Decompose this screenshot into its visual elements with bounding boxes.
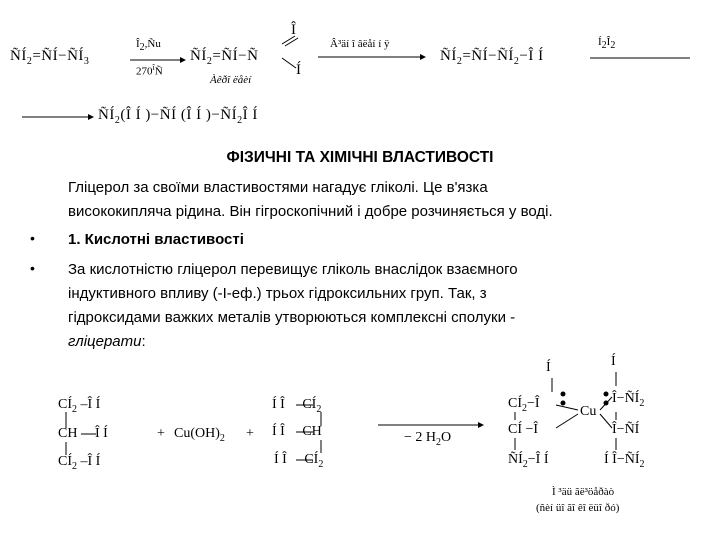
complex-bond-cu2 [556,414,578,428]
intro-line-2: висококипляча рідина. Він гігроскопічний і добре розчиняється у воді. [68,203,553,220]
glycerol-row-2: CH Î Í [58,426,108,441]
complex-row-1-left: $CÍ_2-Î$ [508,396,540,414]
bullet-2-line-1: За кислотністю гліцерол перевищує гліколь внаслідок взаємного [68,261,518,278]
arrow-2-head [420,54,426,60]
bullet-1-label: 1. Кислотні властивості [68,231,244,248]
complex-caption-line-2: (ñèí üî ãî êî ëüî ðó) [536,502,620,514]
copper-hydroxide: $Cu(OH)_2$ [174,426,225,444]
glycerol-formula: $ÑÍ_2(Î$ Í )−ÑÍ (Î Í )$-ÑÍ_2Î$ Í [98,107,258,126]
arrow-1-condition-top: Î2,Ñu [136,38,161,54]
complex-h-right: Í [611,354,616,369]
arrow-3-condition: Í2Î2 [598,36,616,52]
section-heading: ФІЗИЧНІ ТА ХІМІЧНІ ВЛАСТИВОСТІ [226,149,494,166]
complex-caption-line-1: Ì ³äü ãë³öåðàò [552,486,615,498]
acrolein-bond-o-2 [285,38,298,46]
complex-bond-cu1 [556,405,578,410]
complex-row-3-left: $ÑÍ_2-Î$ Í [508,452,549,470]
plus-sign-2: + [246,426,254,441]
glycerol2-row-2: Í Î CH [272,424,322,439]
glycerol-row-1: $CÍ_2$ –Î Í [58,397,101,415]
acrolein-name: Àêðî ëåèí [210,74,252,86]
lone-pair-1 [561,392,566,397]
plus-sign-1: + [157,426,165,441]
glycerates-term: гліцерати [68,333,142,350]
complex-row-3-right: Í $Î-ÑÍ_2$ [604,452,645,470]
lone-pair-3 [604,392,609,397]
lone-pair-2 [561,401,566,406]
complex-h-left: Í [546,360,551,375]
acrolein-bond-h [282,58,296,68]
propene-formula: $ÑÍ_2=ÑÍ-ÑÍ_3$ [10,48,90,67]
intro-line-1: Гліцерол за своїми властивостями нагадує гліколі. Це в'язка [68,179,488,196]
complex-row-2-right: Î−ÑÍ [612,422,640,437]
acrolein-formula: $ÑÍ_2=ÑÍ-Ñ$ [190,48,259,67]
arrow-2-condition: Â³äí î âëåí í ÿ [330,38,390,50]
complex-row-2-left: CÍ −Î [508,422,539,437]
bullet-1-dot: • [30,230,35,246]
glycerol2-row-3: Í Î $CÍ_2$ [274,452,324,470]
reaction-condition: − 2 $H_2O$ [404,430,452,448]
allyl-alcohol-formula: $ÑÍ_2=ÑÍ-ÑÍ_2-Î$ Í [440,48,544,67]
arrow-1-head [180,57,186,63]
complex-row-1-right: $Î-ÑÍ_2$ [612,391,645,409]
arrow-4-head [88,114,94,120]
acrolein-hydrogen: Í [296,62,302,78]
arrow-1-condition-bottom: $270^îÑ$ [136,63,163,78]
bullet-2-line-4: гліцерати: [68,333,146,350]
bullet-2-line-3: гідроксидами важких металів утворюються комплексні сполуки - [68,309,516,326]
glycerol-row-3: $CÍ_2$ –Î Í [58,454,101,472]
bullet-2-line-2: індуктивного впливу (-І-еф.) трьох гідроксильних груп. Так, з [68,285,487,302]
reaction-arrow-head [478,422,484,428]
glycerol2-row-1: Í Î $CÍ_2$ [272,397,322,415]
copper-atom: Cu [580,404,597,419]
bullet-2-dot: • [30,260,35,276]
lone-pair-4 [604,401,609,406]
acrolein-oxygen: Î [291,22,297,38]
complex-bond-cu4 [600,414,612,428]
